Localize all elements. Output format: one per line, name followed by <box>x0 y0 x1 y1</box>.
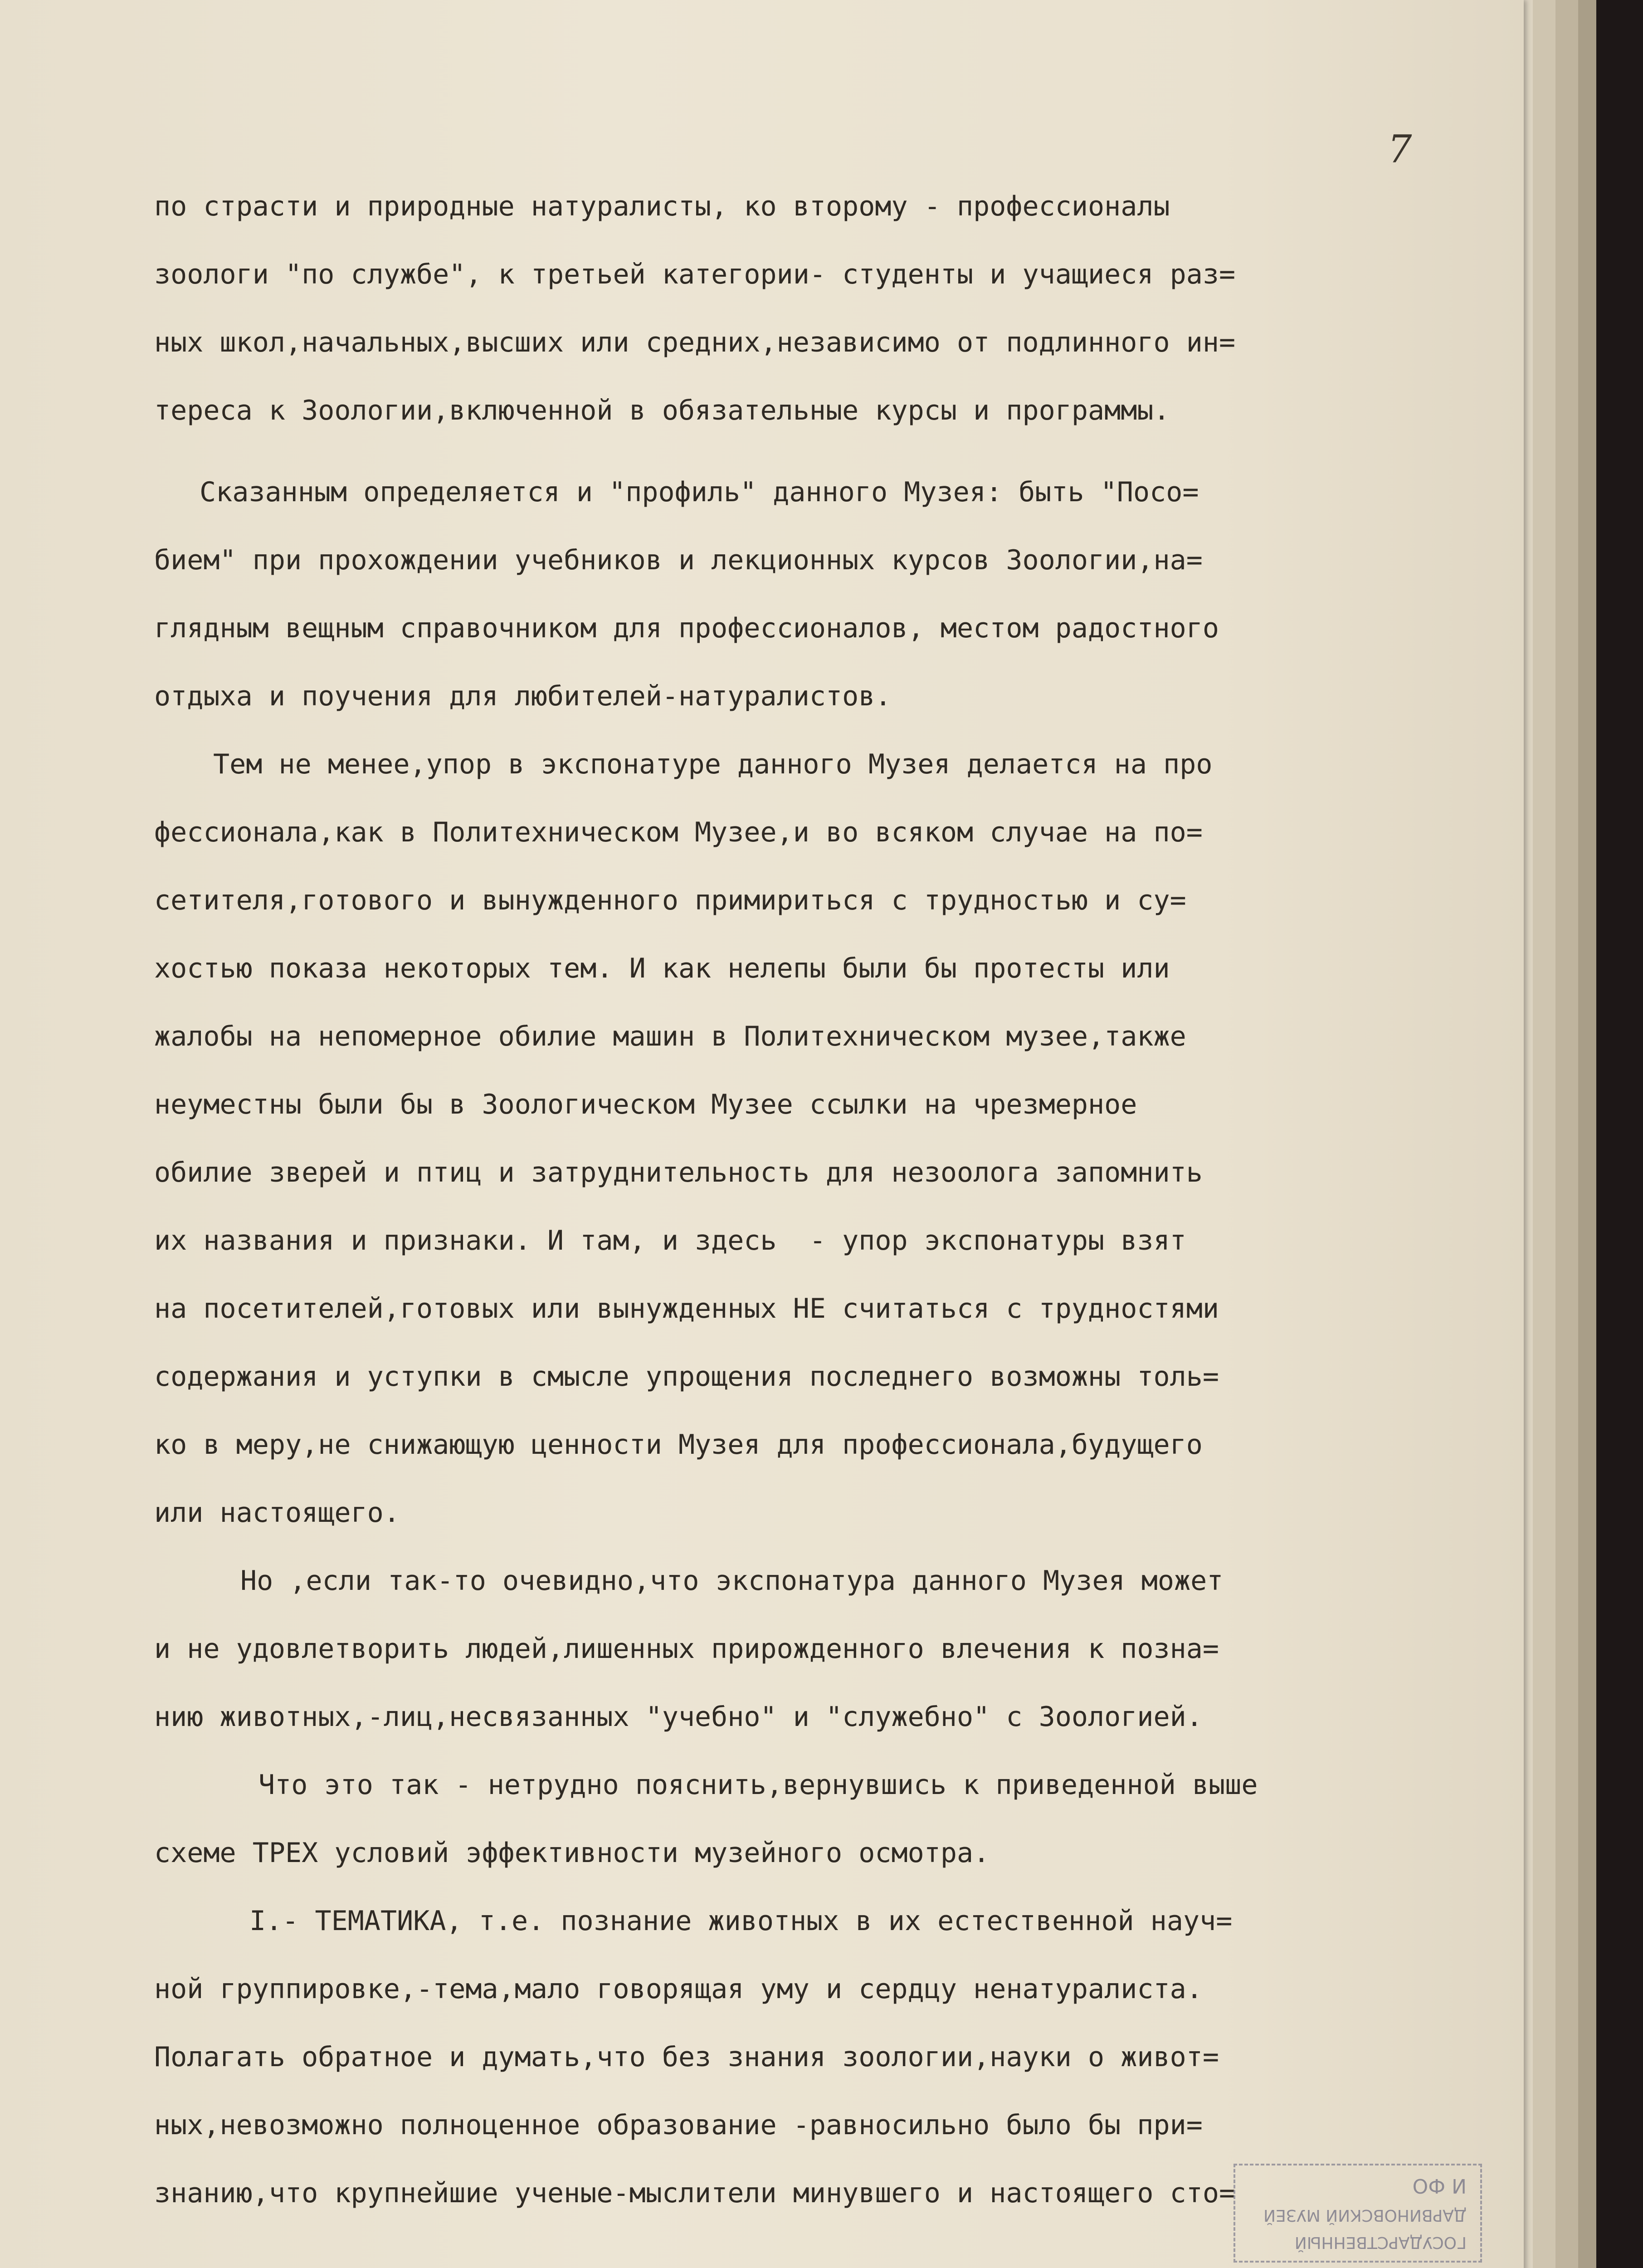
museum-stamp <box>1233 2164 1482 2263</box>
stamp-line: ГОСУДАРСТВЕННЫЙ <box>1294 2233 1467 2252</box>
text-line: ной группировке,-тема,мало говорящая уму и сердцу ненатуралиста. <box>154 1973 1203 2005</box>
text-line: зоологи "по службе", к третьей категории- студенты и учащиеся раз= <box>154 259 1236 290</box>
text-line: сетителя,готового и вынужденного примириться с трудностью и су= <box>154 885 1186 916</box>
scanner-bed <box>1596 0 1643 2268</box>
text-line: и не удовлетворить людей,лишенных прирожденного влечения к позна= <box>154 1633 1219 1665</box>
paragraph-start-line: Сказанным определяется и "профиль" данного Музея: быть "Посо= <box>200 476 1199 508</box>
text-line: нию животных,-лиц,несвязанных "учебно" и "служебно" с Зоологией. <box>154 1701 1203 1733</box>
paragraph-start-line: Что это так - нетрудно пояснить,вернувшись к приведенной выше <box>258 1769 1258 1801</box>
paragraph-start-line: I.- ТЕМАТИКА, т.е. познание животных в их естественной науч= <box>249 1905 1233 1937</box>
text-line: глядным вещным справочником для профессионалов, местом радостного <box>154 612 1219 644</box>
page-edge <box>1578 0 1596 2268</box>
stamp-line: И ФО <box>1412 2174 1467 2197</box>
text-line: хостью показа некоторых тем. И как нелепы были бы протесты или <box>154 953 1170 984</box>
text-line: ных школ,начальных,высших или средних,независимо от подлинного ин= <box>154 327 1236 358</box>
text-line: ных,невозможно полноценное образование -равносильно было бы при= <box>154 2109 1203 2141</box>
text-line: жалобы на непомерное обилие машин в Политехническом музее,также <box>154 1021 1186 1052</box>
text-line: Полагать обратное и думать,что без знания зоологии,науки о живот= <box>154 2041 1219 2073</box>
text-line: содержания и уступки в смысле упрощения последнего возможны толь= <box>154 1361 1219 1393</box>
text-line: фессионала,как в Политехническом Музее,и во всяком случае на по= <box>154 816 1203 848</box>
stamp-line: ДАРВИНОВСКИЙ МУЗЕЙ <box>1263 2206 1467 2224</box>
text-line: их названия и признаки. И там, и здесь - упор экспонатуры взят <box>154 1225 1186 1256</box>
text-line: отдыха и поучения для любителей-натуралистов. <box>154 680 892 712</box>
text-line: тереса к Зоологии,включенной в обязательные курсы и программы. <box>154 395 1170 426</box>
text-line: или настоящего. <box>154 1497 400 1529</box>
text-line: схеме ТРЕХ условий эффективности музейного осмотра. <box>154 1837 990 1869</box>
paragraph-start-line: Тем не менее,упор в экспонатуре данного Музея делается на про <box>213 748 1213 780</box>
paragraph-start-line: Но ,если так-то очевидно,что экспонатура данного Музея может <box>240 1565 1224 1597</box>
text-line: по страсти и природные натуралисты, ко второму - профессионалы <box>154 191 1170 222</box>
text-line: знанию,что крупнейшие ученые-мыслители минувшего и настоящего сто= <box>154 2177 1236 2209</box>
text-line: бием" при прохождении учебников и лекционных курсов Зоологии,на= <box>154 544 1203 576</box>
text-line: неуместны были бы в Зоологическом Музее ссылки на чрезмерное <box>154 1089 1137 1120</box>
text-line: обилие зверей и птиц и затруднительность для незоолога запомнить <box>154 1157 1203 1188</box>
page-number: 7 <box>1388 127 1412 171</box>
text-line: на посетителей,готовых или вынужденных НЕ считаться с трудностями <box>154 1293 1219 1325</box>
text-line: ко в меру,не снижающую ценности Музея для профессионала,будущего <box>154 1429 1203 1461</box>
